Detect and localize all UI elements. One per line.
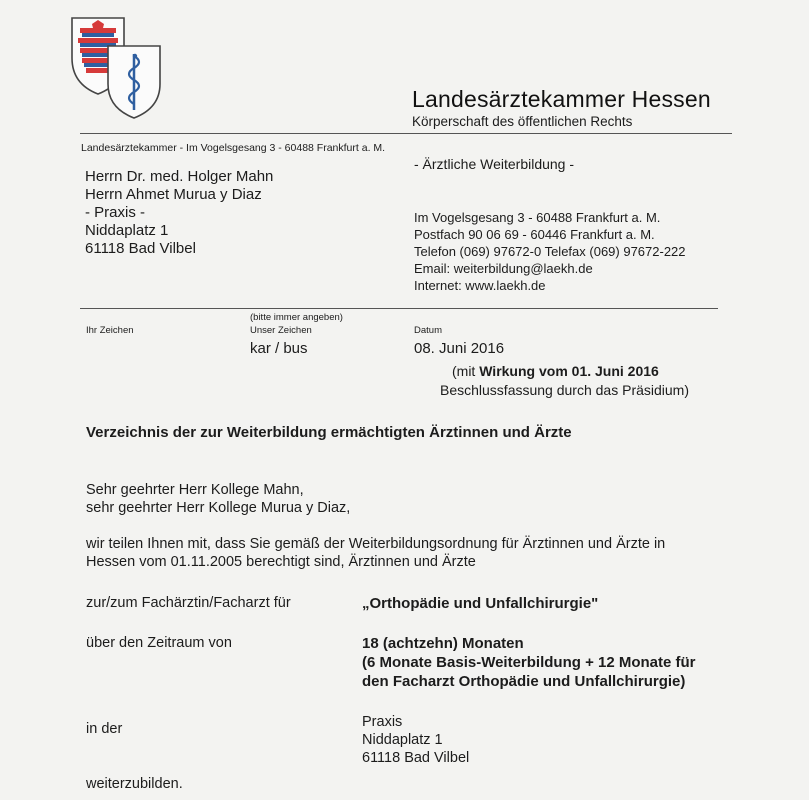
- zeitraum-line: (6 Monate Basis-Weiterbildung + 12 Monate für: [362, 654, 696, 671]
- letterhead-divider: [80, 133, 732, 134]
- salutation-line: sehr geehrter Herr Kollege Murua y Diaz,: [86, 500, 351, 516]
- effect-note: [452, 363, 659, 379]
- datum-label: Datum: [414, 325, 442, 336]
- reference-hint: (bitte immer angeben): [250, 312, 343, 323]
- department: - Ärztliche Weiterbildung -: [414, 156, 575, 172]
- zeitraum-line: den Facharzt Orthopädie und Unfallchirurgie): [362, 673, 686, 690]
- contact-address: Im Vogelsgesang 3 - 60488 Frankfurt a. M.: [414, 210, 661, 225]
- recipient-line: Herrn Ahmet Murua y Diaz: [85, 186, 262, 203]
- zeitraum-line: 18 (achtzehn) Monaten: [362, 635, 524, 652]
- unser-zeichen-label: Unser Zeichen: [250, 325, 312, 336]
- fach-label: zur/zum Fachärztin/Facharzt für: [86, 595, 291, 611]
- contact-internet: Internet: www.laekh.de: [414, 278, 546, 293]
- contact-email: Email: weiterbildung@laekh.de: [414, 261, 593, 276]
- closing-text: weiterzubilden.: [86, 776, 183, 792]
- contact-postbox: Postfach 90 06 69 - 60446 Frankfurt a. M.: [414, 227, 655, 242]
- recipient-address: [85, 168, 273, 258]
- ort-line: 61118 Bad Vilbel: [362, 750, 470, 766]
- effect-date: Wirkung vom 01. Juni 2016: [479, 363, 659, 379]
- effect-prefix: (mit: [452, 363, 480, 379]
- sender-line: Landesärztekammer - Im Vogelsgesang 3 - 60488 Frankfurt a. M.: [81, 142, 386, 154]
- recipient-line: - Praxis -: [85, 204, 145, 221]
- recipient-line: Herrn Dr. med. Holger Mahn: [85, 168, 274, 185]
- effect-line2: Beschlussfassung durch das Präsidium): [440, 382, 690, 398]
- salutation-line: Sehr geehrter Herr Kollege Mahn,: [86, 482, 304, 498]
- intro-paragraph: [86, 535, 665, 571]
- subject-heading: Verzeichnis der zur Weiterbildung ermächtigten Ärztinnen und Ärzte: [86, 424, 572, 441]
- asclepius-staff-crest-icon: [104, 42, 164, 122]
- intro-line: Hessen vom 01.11.2005 berechtigt sind, Ärztinnen und Ärzte: [86, 554, 476, 570]
- ort-address: [362, 713, 469, 767]
- recipient-line: Niddaplatz 1: [85, 222, 169, 239]
- unser-zeichen-value: kar / bus: [250, 340, 308, 357]
- fach-value: „Orthopädie und Unfallchirurgie": [362, 595, 599, 612]
- datum-value: 08. Juni 2016: [414, 340, 505, 357]
- zeitraum-value: [362, 634, 696, 691]
- contact-block: [414, 209, 686, 294]
- reference-divider: [80, 308, 718, 309]
- recipient-line: 61118 Bad Vilbel: [85, 240, 196, 257]
- ort-line: Niddaplatz 1: [362, 732, 443, 748]
- ihr-zeichen-label: Ihr Zeichen: [86, 325, 134, 336]
- intro-line: wir teilen Ihnen mit, dass Sie gemäß der Weiterbildungsordnung für Ärztinnen und Ärzte in: [86, 536, 666, 552]
- ort-line: Praxis: [362, 714, 403, 730]
- org-subtitle: Körperschaft des öffentlichen Rechts: [412, 114, 633, 129]
- contact-phone: Telefon (069) 97672-0 Telefax (069) 97672-222: [414, 244, 686, 259]
- salutation: [86, 481, 350, 517]
- zeitraum-label: über den Zeitraum von: [86, 635, 232, 651]
- org-name: Landesärztekammer Hessen: [412, 86, 711, 112]
- ort-label: in der: [86, 721, 123, 737]
